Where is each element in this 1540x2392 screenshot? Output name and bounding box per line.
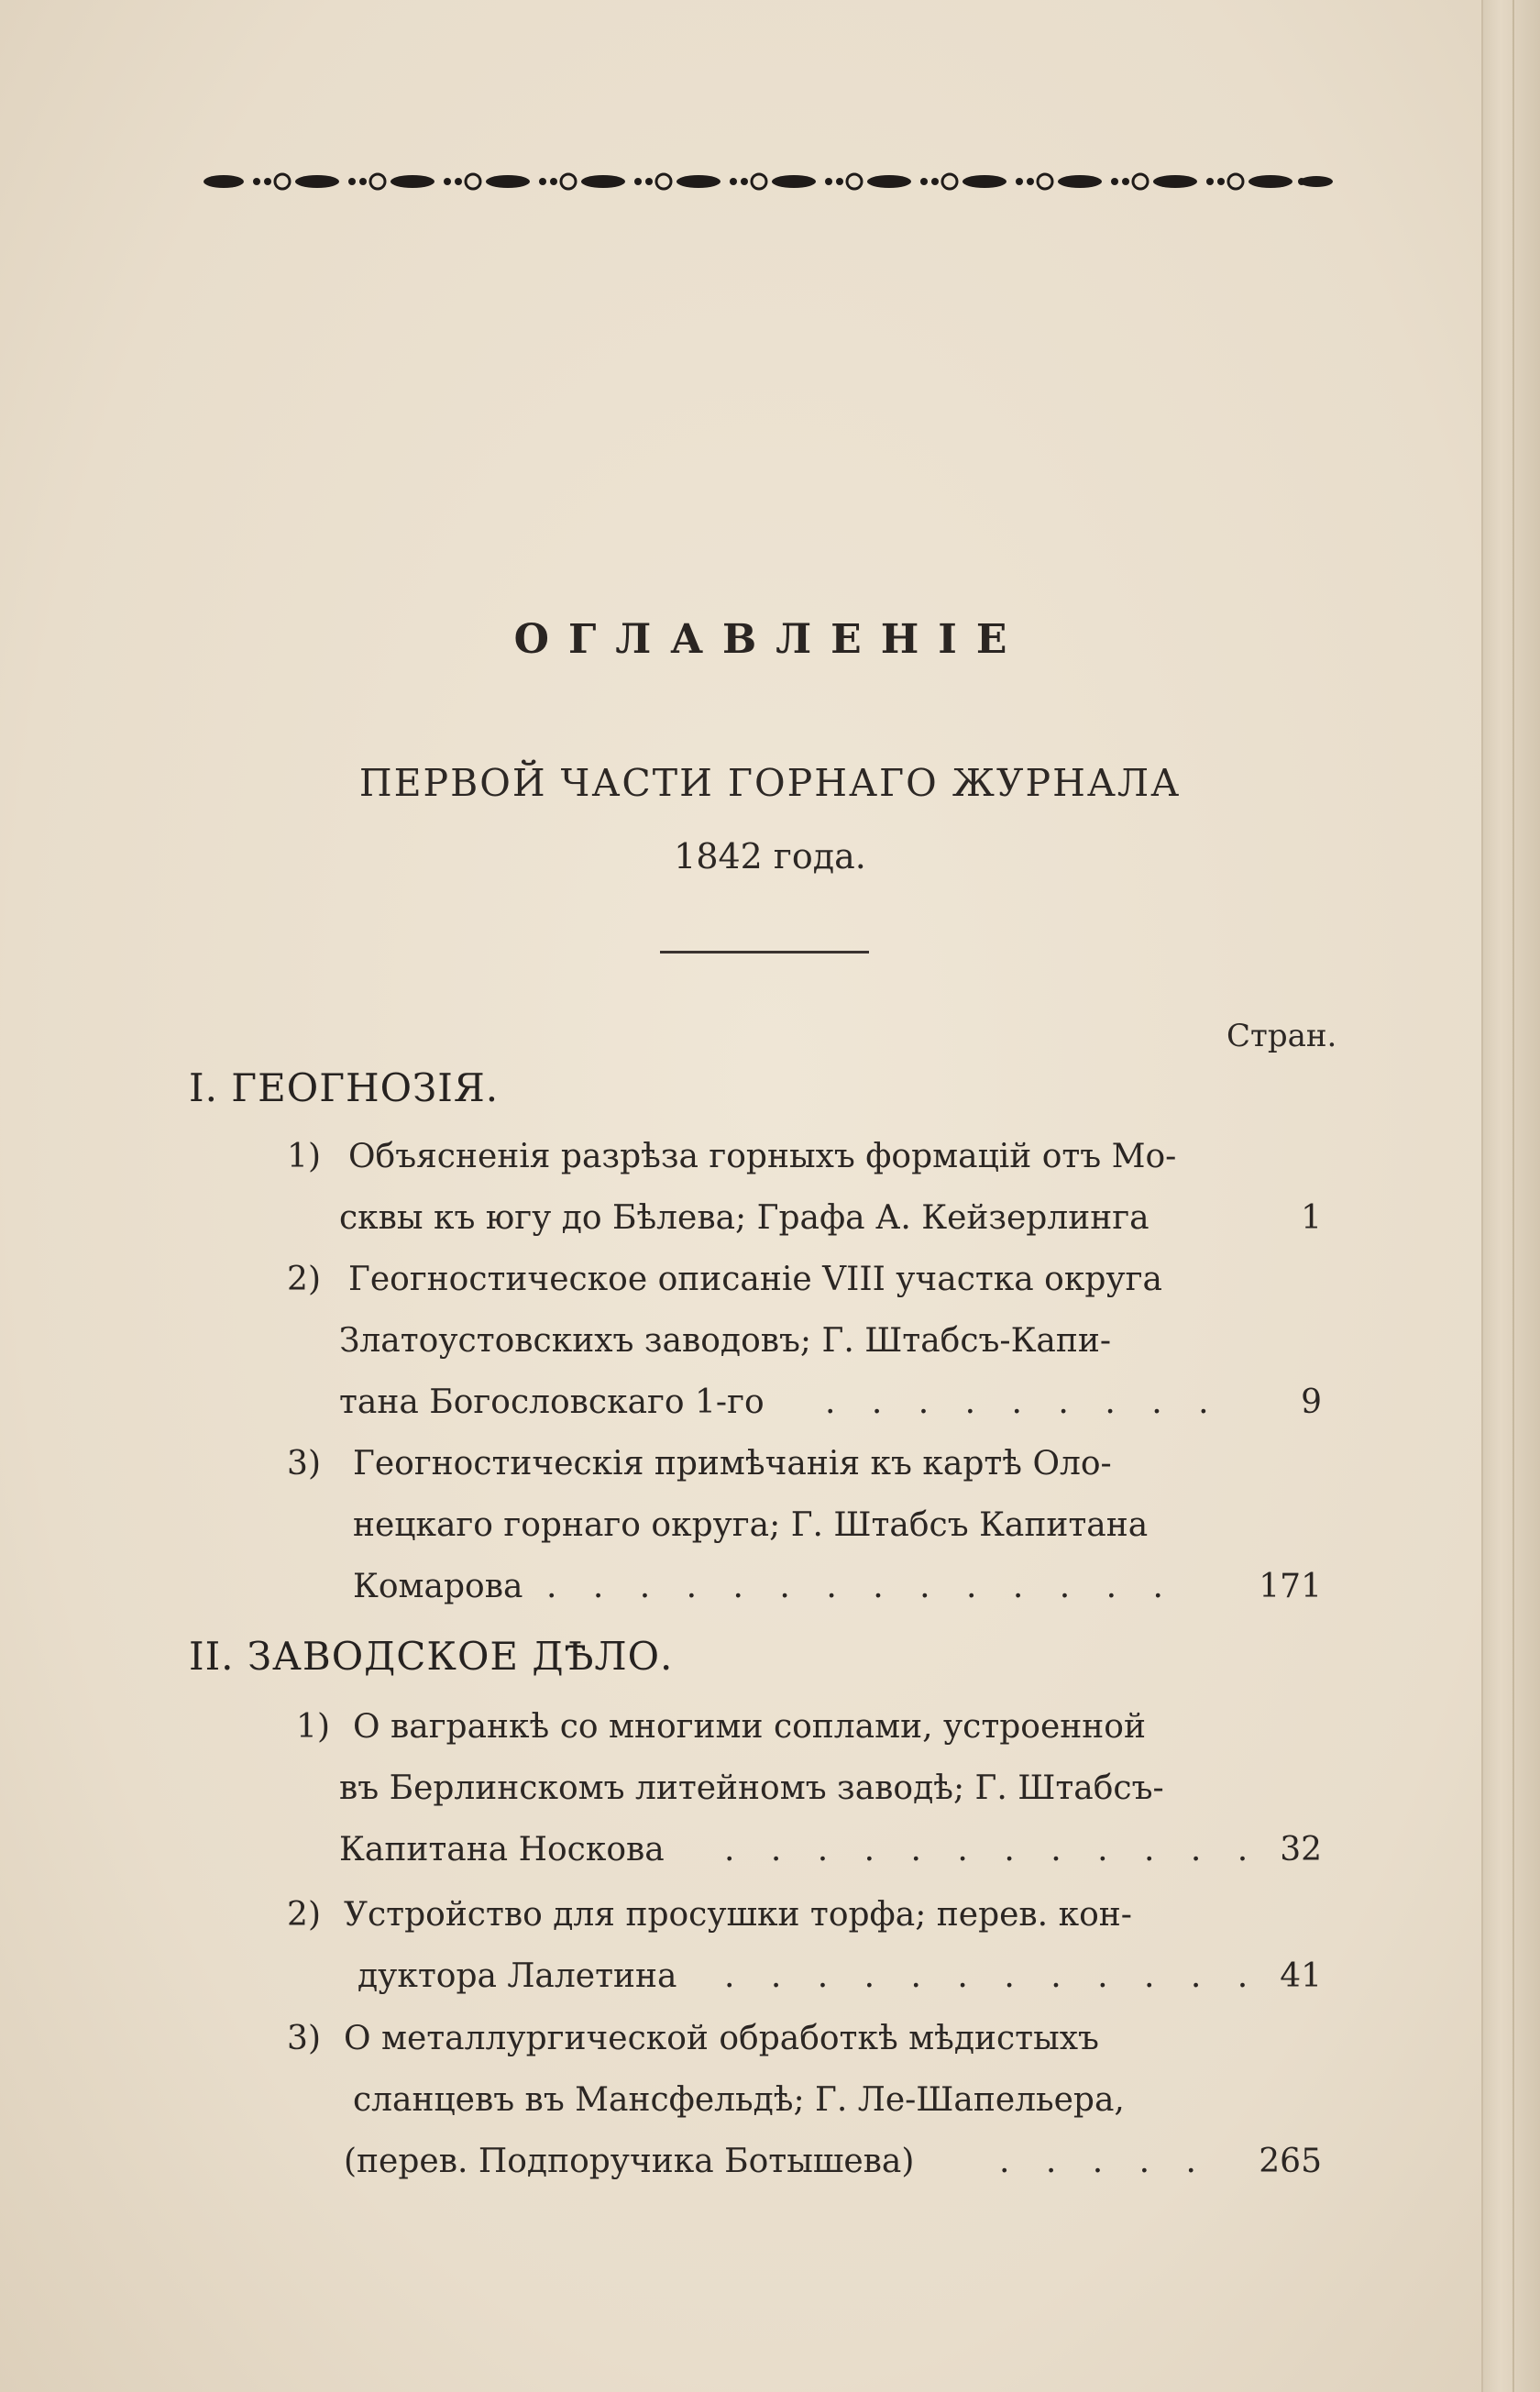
entry-number: 1) [296, 1708, 330, 1746]
entry-line: Геогностическое описанiе VIII участка округа [348, 1261, 1162, 1298]
entry-number: 3) [287, 1445, 321, 1483]
entry-line: Комарова [353, 1568, 523, 1605]
entry-line: сланцевъ въ Мансфельдѣ; Г. Ле-Шапельера, [353, 2081, 1125, 2119]
leader-dots: . . . . . . . . . . . . [724, 1831, 1261, 1868]
entry-page-number: 32 [1280, 1831, 1322, 1868]
page-edge-line [1512, 0, 1514, 2392]
entry-number: 2) [287, 1896, 321, 1934]
leader-dots: . . . . . . . . . . . . . . [546, 1568, 1176, 1605]
entry-line: дуктора Лалетина [358, 1957, 677, 1995]
entry-line: (перев. Подпоручика Ботышева) [344, 2143, 915, 2180]
entry-line: Геогностическiя примѣчанiя къ картѣ Оло- [353, 1445, 1112, 1483]
section-heading-geognosy: I. ГЕОГНОЗIЯ. [189, 1065, 500, 1110]
leader-dots: . . . . . [999, 2143, 1209, 2180]
leader-dots: . . . . . . . . . . . . [724, 1957, 1261, 1995]
leader-dots: . . . . . . . . . [825, 1383, 1222, 1421]
entry-line: сквы къ югу до Бѣлева; Графа А. Кейзерлинга [339, 1199, 1150, 1237]
decorative-ornament-border [204, 165, 1333, 198]
entry-number: 3) [287, 2020, 321, 2057]
entry-line: въ Берлинскомъ литейномъ заводѣ; Г. Штабсъ- [339, 1769, 1164, 1807]
pages-column-label: Стран. [1226, 1018, 1337, 1054]
page-year: 1842 года. [674, 836, 866, 876]
entry-page-number: 265 [1259, 2143, 1322, 2180]
entry-number: 2) [287, 1261, 321, 1298]
entry-page-number: 41 [1280, 1957, 1322, 1995]
section-heading-factory-work: II. ЗАВОДСКОЕ ДѢЛО. [189, 1634, 674, 1679]
entry-line: О металлургической обработкѣ мѣдистыхъ [344, 2020, 1099, 2057]
entry-number: 1) [287, 1138, 321, 1175]
entry-line: Златоустовскихъ заводовъ; Г. Штабсъ-Капи- [339, 1322, 1112, 1360]
entry-line: тана Богословскаго 1-го [339, 1383, 764, 1421]
entry-line: Объясненiя разрѣза горныхъ формацiй отъ Мо- [348, 1138, 1177, 1175]
page-subtitle: ПЕРВОЙ ЧАСТИ ГОРНАГО ЖУРНАЛА [358, 761, 1182, 805]
entry-page-number: 171 [1259, 1568, 1322, 1605]
entry-page-number: 9 [1301, 1383, 1322, 1421]
entry-page-number: 1 [1301, 1199, 1322, 1237]
entry-line: Капитана Носкова [339, 1831, 665, 1868]
entry-line: Устройство для просушки торфа; перев. кон- [344, 1896, 1132, 1934]
entry-line: нецкаго горнаго округа; Г. Штабсъ Капитана [353, 1506, 1149, 1544]
divider-rule [660, 951, 869, 953]
page-title: ОГЛАВЛЕНIЕ [513, 616, 1027, 663]
page-edge [1481, 0, 1540, 2392]
entry-line: О вагранкѣ со многими соплами, устроенной [353, 1708, 1146, 1746]
